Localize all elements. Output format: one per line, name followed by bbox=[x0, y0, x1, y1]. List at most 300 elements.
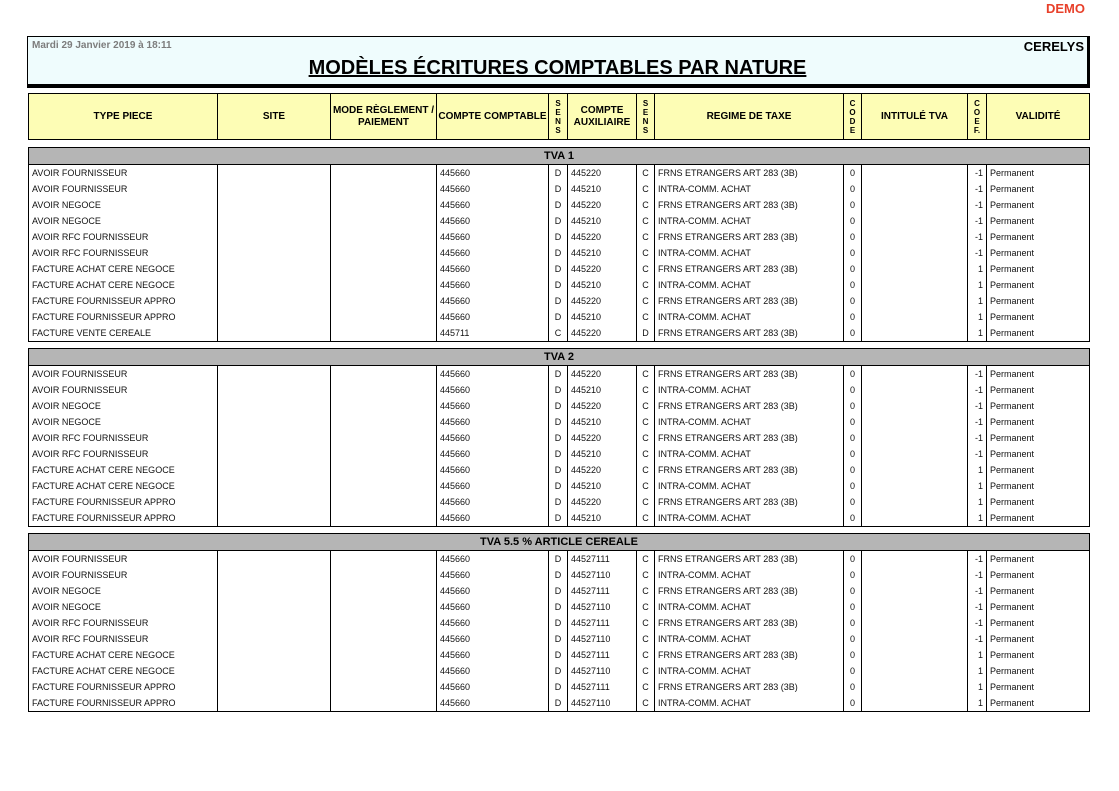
cell-mode bbox=[331, 309, 437, 325]
col-code: C O D E bbox=[844, 94, 862, 140]
cell-sens-2: C bbox=[637, 366, 655, 383]
cell-regime-taxe: INTRA-COMM. ACHAT bbox=[655, 245, 844, 261]
cell-coef: -1 bbox=[968, 567, 987, 583]
cell-compte-auxiliaire: 445210 bbox=[568, 181, 637, 197]
cell-compte-comptable: 445660 bbox=[437, 695, 549, 712]
cell-sens-2: C bbox=[637, 615, 655, 631]
cell-code: 0 bbox=[844, 181, 862, 197]
cell-mode bbox=[331, 695, 437, 712]
cell-coef: -1 bbox=[968, 213, 987, 229]
cell-validite: Permanent bbox=[987, 229, 1090, 245]
table-row bbox=[29, 398, 1090, 414]
cell-regime-taxe: INTRA-COMM. ACHAT bbox=[655, 510, 844, 527]
cell-code: 0 bbox=[844, 165, 862, 182]
cell-regime-taxe: FRNS ETRANGERS ART 283 (3B) bbox=[655, 462, 844, 478]
col-mode-reglement: MODE RÈGLEMENT / PAIEMENT bbox=[331, 94, 437, 140]
cell-intitule-tva bbox=[862, 679, 968, 695]
cell-regime-taxe: FRNS ETRANGERS ART 283 (3B) bbox=[655, 583, 844, 599]
table-row bbox=[29, 165, 1090, 182]
table-row bbox=[29, 647, 1090, 663]
cell-regime-taxe: FRNS ETRANGERS ART 283 (3B) bbox=[655, 325, 844, 342]
cell-site bbox=[218, 631, 331, 647]
cell-coef: 1 bbox=[968, 277, 987, 293]
table-row bbox=[29, 695, 1090, 712]
cell-sens-1: D bbox=[549, 245, 568, 261]
cell-regime-taxe: INTRA-COMM. ACHAT bbox=[655, 309, 844, 325]
cell-coef: -1 bbox=[968, 245, 987, 261]
cell-compte-comptable: 445660 bbox=[437, 446, 549, 462]
cell-mode bbox=[331, 478, 437, 494]
cell-coef: -1 bbox=[968, 398, 987, 414]
cell-mode bbox=[331, 631, 437, 647]
report-date: Mardi 29 Janvier 2019 à 18:11 bbox=[32, 40, 172, 51]
cell-compte-auxiliaire: 44527110 bbox=[568, 567, 637, 583]
cell-site bbox=[218, 494, 331, 510]
cell-type-piece: AVOIR RFC FOURNISSEUR bbox=[29, 615, 218, 631]
cell-regime-taxe: FRNS ETRANGERS ART 283 (3B) bbox=[655, 293, 844, 309]
cell-site bbox=[218, 583, 331, 599]
cell-coef: 1 bbox=[968, 663, 987, 679]
cell-site bbox=[218, 213, 331, 229]
cell-validite: Permanent bbox=[987, 245, 1090, 261]
cell-intitule-tva bbox=[862, 567, 968, 583]
cell-site bbox=[218, 181, 331, 197]
cell-sens-2: C bbox=[637, 309, 655, 325]
cell-site bbox=[218, 647, 331, 663]
cell-sens-1: D bbox=[549, 293, 568, 309]
cell-code: 0 bbox=[844, 679, 862, 695]
cell-type-piece: FACTURE ACHAT CERE NEGOCE bbox=[29, 277, 218, 293]
cell-mode bbox=[331, 277, 437, 293]
cell-compte-comptable: 445660 bbox=[437, 551, 549, 568]
cell-regime-taxe: INTRA-COMM. ACHAT bbox=[655, 446, 844, 462]
cell-compte-auxiliaire: 445220 bbox=[568, 229, 637, 245]
cell-validite: Permanent bbox=[987, 165, 1090, 182]
cell-sens-2: C bbox=[637, 551, 655, 568]
cell-compte-auxiliaire: 445220 bbox=[568, 293, 637, 309]
cell-coef: -1 bbox=[968, 382, 987, 398]
report-title-box bbox=[27, 36, 1090, 88]
cell-code: 0 bbox=[844, 510, 862, 527]
table-row bbox=[29, 510, 1090, 527]
cell-compte-comptable: 445660 bbox=[437, 213, 549, 229]
cell-validite: Permanent bbox=[987, 631, 1090, 647]
cell-intitule-tva bbox=[862, 446, 968, 462]
cell-mode bbox=[331, 181, 437, 197]
cell-intitule-tva bbox=[862, 551, 968, 568]
cell-site bbox=[218, 325, 331, 342]
cell-sens-2: C bbox=[637, 430, 655, 446]
cell-compte-auxiliaire: 445220 bbox=[568, 494, 637, 510]
group-table bbox=[28, 348, 1090, 527]
cell-sens-2: C bbox=[637, 181, 655, 197]
cell-sens-1: D bbox=[549, 229, 568, 245]
cell-compte-auxiliaire: 445220 bbox=[568, 366, 637, 383]
cell-intitule-tva bbox=[862, 631, 968, 647]
table-row bbox=[29, 599, 1090, 615]
cell-sens-2: C bbox=[637, 414, 655, 430]
cell-validite: Permanent bbox=[987, 309, 1090, 325]
group-table bbox=[28, 533, 1090, 712]
cell-type-piece: AVOIR RFC FOURNISSEUR bbox=[29, 245, 218, 261]
cell-regime-taxe: FRNS ETRANGERS ART 283 (3B) bbox=[655, 229, 844, 245]
cell-regime-taxe: INTRA-COMM. ACHAT bbox=[655, 181, 844, 197]
table-row bbox=[29, 679, 1090, 695]
cell-regime-taxe: INTRA-COMM. ACHAT bbox=[655, 631, 844, 647]
cell-coef: -1 bbox=[968, 366, 987, 383]
company-name: CERELYS bbox=[1023, 39, 1084, 54]
cell-coef: 1 bbox=[968, 325, 987, 342]
cell-sens-2: C bbox=[637, 197, 655, 213]
col-compte-comptable: COMPTE COMPTABLE bbox=[437, 94, 549, 140]
cell-code: 0 bbox=[844, 615, 862, 631]
cell-compte-comptable: 445660 bbox=[437, 382, 549, 398]
cell-validite: Permanent bbox=[987, 478, 1090, 494]
cell-code: 0 bbox=[844, 647, 862, 663]
cell-sens-2: C bbox=[637, 229, 655, 245]
cell-intitule-tva bbox=[862, 293, 968, 309]
cell-type-piece: AVOIR FOURNISSEUR bbox=[29, 382, 218, 398]
cell-compte-comptable: 445660 bbox=[437, 462, 549, 478]
cell-code: 0 bbox=[844, 261, 862, 277]
cell-sens-2: C bbox=[637, 695, 655, 712]
cell-site bbox=[218, 551, 331, 568]
cell-sens-1: D bbox=[549, 277, 568, 293]
cell-type-piece: AVOIR RFC FOURNISSEUR bbox=[29, 631, 218, 647]
cell-sens-1: D bbox=[549, 398, 568, 414]
cell-coef: -1 bbox=[968, 615, 987, 631]
cell-sens-1: D bbox=[549, 631, 568, 647]
cell-intitule-tva bbox=[862, 615, 968, 631]
cell-site bbox=[218, 679, 331, 695]
cell-mode bbox=[331, 325, 437, 342]
cell-sens-1: D bbox=[549, 599, 568, 615]
cell-intitule-tva bbox=[862, 197, 968, 213]
cell-validite: Permanent bbox=[987, 293, 1090, 309]
cell-compte-comptable: 445711 bbox=[437, 325, 549, 342]
cell-regime-taxe: FRNS ETRANGERS ART 283 (3B) bbox=[655, 679, 844, 695]
cell-code: 0 bbox=[844, 663, 862, 679]
report-title: MODÈLES ÉCRITURES COMPTABLES PAR NATURE bbox=[308, 57, 807, 79]
cell-mode bbox=[331, 414, 437, 430]
cell-code: 0 bbox=[844, 382, 862, 398]
cell-coef: 1 bbox=[968, 510, 987, 527]
cell-code: 0 bbox=[844, 430, 862, 446]
cell-sens-1: D bbox=[549, 430, 568, 446]
cell-mode bbox=[331, 663, 437, 679]
cell-validite: Permanent bbox=[987, 325, 1090, 342]
cell-sens-1: D bbox=[549, 462, 568, 478]
cell-compte-comptable: 445660 bbox=[437, 414, 549, 430]
cell-compte-auxiliaire: 44527110 bbox=[568, 631, 637, 647]
cell-site bbox=[218, 430, 331, 446]
cell-intitule-tva bbox=[862, 229, 968, 245]
cell-sens-1: D bbox=[549, 181, 568, 197]
cell-coef: 1 bbox=[968, 462, 987, 478]
cell-sens-1: D bbox=[549, 663, 568, 679]
cell-coef: 1 bbox=[968, 478, 987, 494]
cell-compte-comptable: 445660 bbox=[437, 494, 549, 510]
cell-sens-2: C bbox=[637, 599, 655, 615]
table-row bbox=[29, 261, 1090, 277]
cell-site bbox=[218, 229, 331, 245]
cell-regime-taxe: INTRA-COMM. ACHAT bbox=[655, 414, 844, 430]
group-title: TVA 1 bbox=[29, 148, 1090, 165]
cell-type-piece: AVOIR FOURNISSEUR bbox=[29, 181, 218, 197]
cell-site bbox=[218, 414, 331, 430]
cell-compte-auxiliaire: 445210 bbox=[568, 446, 637, 462]
cell-type-piece: FACTURE ACHAT CERE NEGOCE bbox=[29, 647, 218, 663]
cell-regime-taxe: FRNS ETRANGERS ART 283 (3B) bbox=[655, 615, 844, 631]
cell-coef: -1 bbox=[968, 229, 987, 245]
cell-regime-taxe: FRNS ETRANGERS ART 283 (3B) bbox=[655, 647, 844, 663]
cell-sens-1: D bbox=[549, 494, 568, 510]
cell-validite: Permanent bbox=[987, 382, 1090, 398]
cell-compte-auxiliaire: 44527111 bbox=[568, 583, 637, 599]
cell-type-piece: AVOIR FOURNISSEUR bbox=[29, 366, 218, 383]
cell-site bbox=[218, 309, 331, 325]
group-title: TVA 5.5 % ARTICLE CEREALE bbox=[29, 534, 1090, 551]
cell-sens-2: C bbox=[637, 446, 655, 462]
cell-validite: Permanent bbox=[987, 695, 1090, 712]
table-row bbox=[29, 366, 1090, 383]
cell-code: 0 bbox=[844, 309, 862, 325]
col-regime-taxe: REGIME DE TAXE bbox=[655, 94, 844, 140]
cell-site bbox=[218, 599, 331, 615]
cell-sens-2: C bbox=[637, 583, 655, 599]
cell-mode bbox=[331, 446, 437, 462]
cell-sens-1: D bbox=[549, 446, 568, 462]
table-row bbox=[29, 462, 1090, 478]
cell-sens-2: C bbox=[637, 293, 655, 309]
cell-site bbox=[218, 663, 331, 679]
cell-site bbox=[218, 197, 331, 213]
cell-regime-taxe: INTRA-COMM. ACHAT bbox=[655, 663, 844, 679]
cell-sens-1: D bbox=[549, 695, 568, 712]
cell-mode bbox=[331, 430, 437, 446]
cell-intitule-tva bbox=[862, 414, 968, 430]
cell-type-piece: AVOIR NEGOCE bbox=[29, 599, 218, 615]
cell-compte-auxiliaire: 445210 bbox=[568, 414, 637, 430]
cell-compte-comptable: 445660 bbox=[437, 478, 549, 494]
cell-sens-1: D bbox=[549, 551, 568, 568]
cell-type-piece: FACTURE FOURNISSEUR APPRO bbox=[29, 695, 218, 712]
cell-code: 0 bbox=[844, 414, 862, 430]
cell-sens-2: C bbox=[637, 277, 655, 293]
table-row bbox=[29, 663, 1090, 679]
cell-intitule-tva bbox=[862, 398, 968, 414]
cell-intitule-tva bbox=[862, 663, 968, 679]
cell-coef: -1 bbox=[968, 197, 987, 213]
cell-type-piece: FACTURE FOURNISSEUR APPRO bbox=[29, 510, 218, 527]
cell-regime-taxe: FRNS ETRANGERS ART 283 (3B) bbox=[655, 398, 844, 414]
cell-type-piece: AVOIR RFC FOURNISSEUR bbox=[29, 229, 218, 245]
table-row bbox=[29, 245, 1090, 261]
table-row bbox=[29, 567, 1090, 583]
col-site: SITE bbox=[218, 94, 331, 140]
cell-regime-taxe: INTRA-COMM. ACHAT bbox=[655, 567, 844, 583]
cell-type-piece: FACTURE VENTE CEREALE bbox=[29, 325, 218, 342]
table-row bbox=[29, 197, 1090, 213]
cell-coef: 1 bbox=[968, 293, 987, 309]
cell-site bbox=[218, 245, 331, 261]
cell-site bbox=[218, 366, 331, 383]
col-validite: VALIDITÉ bbox=[987, 94, 1090, 140]
cell-coef: 1 bbox=[968, 695, 987, 712]
cell-compte-auxiliaire: 445220 bbox=[568, 462, 637, 478]
cell-compte-comptable: 445660 bbox=[437, 181, 549, 197]
cell-compte-auxiliaire: 445220 bbox=[568, 398, 637, 414]
table-row bbox=[29, 583, 1090, 599]
cell-code: 0 bbox=[844, 277, 862, 293]
cell-validite: Permanent bbox=[987, 446, 1090, 462]
cell-compte-auxiliaire: 445210 bbox=[568, 309, 637, 325]
cell-coef: 1 bbox=[968, 494, 987, 510]
cell-coef: 1 bbox=[968, 309, 987, 325]
cell-intitule-tva bbox=[862, 382, 968, 398]
cell-validite: Permanent bbox=[987, 398, 1090, 414]
cell-validite: Permanent bbox=[987, 197, 1090, 213]
cell-compte-comptable: 445660 bbox=[437, 663, 549, 679]
cell-sens-1: D bbox=[549, 261, 568, 277]
cell-validite: Permanent bbox=[987, 647, 1090, 663]
cell-type-piece: FACTURE FOURNISSEUR APPRO bbox=[29, 309, 218, 325]
cell-compte-auxiliaire: 44527110 bbox=[568, 663, 637, 679]
cell-sens-2: C bbox=[637, 382, 655, 398]
cell-compte-auxiliaire: 44527111 bbox=[568, 615, 637, 631]
table-row bbox=[29, 631, 1090, 647]
cell-type-piece: FACTURE FOURNISSEUR APPRO bbox=[29, 494, 218, 510]
cell-compte-auxiliaire: 44527111 bbox=[568, 551, 637, 568]
cell-sens-1: D bbox=[549, 414, 568, 430]
cell-site bbox=[218, 293, 331, 309]
cell-validite: Permanent bbox=[987, 615, 1090, 631]
cell-sens-2: C bbox=[637, 478, 655, 494]
cell-intitule-tva bbox=[862, 213, 968, 229]
cell-compte-auxiliaire: 445220 bbox=[568, 165, 637, 182]
cell-compte-auxiliaire: 44527110 bbox=[568, 599, 637, 615]
cell-code: 0 bbox=[844, 551, 862, 568]
cell-mode bbox=[331, 583, 437, 599]
cell-coef: -1 bbox=[968, 430, 987, 446]
cell-compte-auxiliaire: 44527111 bbox=[568, 647, 637, 663]
table-row bbox=[29, 430, 1090, 446]
col-sens-1: S E N S bbox=[549, 94, 568, 140]
cell-coef: -1 bbox=[968, 583, 987, 599]
cell-compte-auxiliaire: 445220 bbox=[568, 430, 637, 446]
cell-sens-2: C bbox=[637, 567, 655, 583]
cell-type-piece: AVOIR NEGOCE bbox=[29, 398, 218, 414]
table-row bbox=[29, 309, 1090, 325]
cell-intitule-tva bbox=[862, 599, 968, 615]
cell-validite: Permanent bbox=[987, 414, 1090, 430]
cell-type-piece: AVOIR RFC FOURNISSEUR bbox=[29, 446, 218, 462]
cell-intitule-tva bbox=[862, 494, 968, 510]
cell-mode bbox=[331, 197, 437, 213]
cell-compte-comptable: 445660 bbox=[437, 647, 549, 663]
cell-compte-comptable: 445660 bbox=[437, 309, 549, 325]
table-row bbox=[29, 325, 1090, 342]
demo-watermark: DEMO bbox=[1046, 1, 1085, 16]
cell-code: 0 bbox=[844, 599, 862, 615]
table-row bbox=[29, 615, 1090, 631]
cell-sens-2: D bbox=[637, 325, 655, 342]
cell-mode bbox=[331, 647, 437, 663]
cell-sens-2: C bbox=[637, 245, 655, 261]
cell-compte-comptable: 445660 bbox=[437, 567, 549, 583]
cell-site bbox=[218, 165, 331, 182]
table-row bbox=[29, 213, 1090, 229]
cell-mode bbox=[331, 398, 437, 414]
cell-mode bbox=[331, 245, 437, 261]
cell-compte-comptable: 445660 bbox=[437, 277, 549, 293]
cell-site bbox=[218, 382, 331, 398]
cell-validite: Permanent bbox=[987, 567, 1090, 583]
cell-code: 0 bbox=[844, 494, 862, 510]
cell-site bbox=[218, 695, 331, 712]
cell-compte-comptable: 445660 bbox=[437, 261, 549, 277]
cell-compte-comptable: 445660 bbox=[437, 510, 549, 527]
cell-code: 0 bbox=[844, 398, 862, 414]
cell-intitule-tva bbox=[862, 309, 968, 325]
col-intitule-tva: INTITULÉ TVA bbox=[862, 94, 968, 140]
table-row bbox=[29, 181, 1090, 197]
cell-compte-comptable: 445660 bbox=[437, 583, 549, 599]
cell-compte-auxiliaire: 445220 bbox=[568, 261, 637, 277]
cell-sens-2: C bbox=[637, 261, 655, 277]
cell-mode bbox=[331, 366, 437, 383]
cell-intitule-tva bbox=[862, 647, 968, 663]
cell-compte-comptable: 445660 bbox=[437, 679, 549, 695]
cell-intitule-tva bbox=[862, 261, 968, 277]
cell-regime-taxe: INTRA-COMM. ACHAT bbox=[655, 695, 844, 712]
cell-sens-2: C bbox=[637, 663, 655, 679]
cell-validite: Permanent bbox=[987, 583, 1090, 599]
cell-code: 0 bbox=[844, 446, 862, 462]
cell-sens-2: C bbox=[637, 165, 655, 182]
cell-compte-auxiliaire: 445210 bbox=[568, 213, 637, 229]
table-row bbox=[29, 478, 1090, 494]
cell-sens-1: D bbox=[549, 382, 568, 398]
col-compte-auxiliaire: COMPTE AUXILIAIRE bbox=[568, 94, 637, 140]
cell-intitule-tva bbox=[862, 478, 968, 494]
cell-compte-auxiliaire: 44527111 bbox=[568, 679, 637, 695]
table-row bbox=[29, 414, 1090, 430]
cell-validite: Permanent bbox=[987, 213, 1090, 229]
col-coef: C O E F. bbox=[968, 94, 987, 140]
cell-code: 0 bbox=[844, 293, 862, 309]
table-row bbox=[29, 446, 1090, 462]
cell-intitule-tva bbox=[862, 245, 968, 261]
cell-compte-auxiliaire: 445220 bbox=[568, 197, 637, 213]
cell-intitule-tva bbox=[862, 181, 968, 197]
cell-sens-1: D bbox=[549, 647, 568, 663]
cell-validite: Permanent bbox=[987, 510, 1090, 527]
cell-mode bbox=[331, 382, 437, 398]
cell-compte-comptable: 445660 bbox=[437, 165, 549, 182]
cell-compte-auxiliaire: 445210 bbox=[568, 245, 637, 261]
cell-code: 0 bbox=[844, 695, 862, 712]
cell-code: 0 bbox=[844, 583, 862, 599]
cell-type-piece: AVOIR NEGOCE bbox=[29, 213, 218, 229]
cell-type-piece: AVOIR NEGOCE bbox=[29, 583, 218, 599]
cell-sens-2: C bbox=[637, 494, 655, 510]
cell-compte-auxiliaire: 445210 bbox=[568, 277, 637, 293]
cell-coef: -1 bbox=[968, 599, 987, 615]
cell-type-piece: FACTURE ACHAT CERE NEGOCE bbox=[29, 478, 218, 494]
cell-type-piece: AVOIR NEGOCE bbox=[29, 414, 218, 430]
cell-compte-auxiliaire: 445220 bbox=[568, 325, 637, 342]
